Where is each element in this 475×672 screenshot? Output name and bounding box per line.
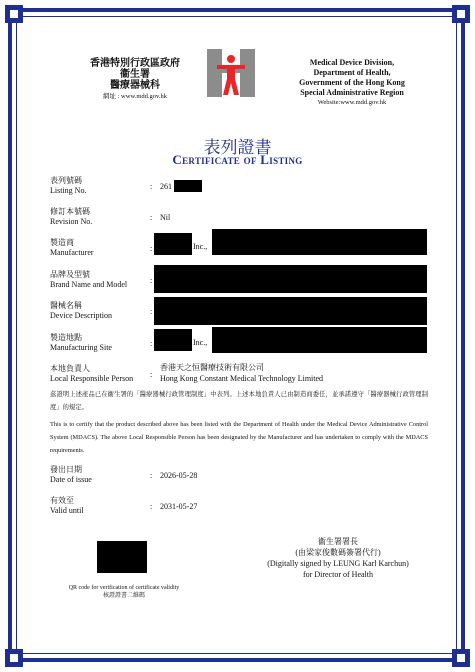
certificate-title-zh: 表列證書 bbox=[203, 138, 272, 157]
header-division-zh: 醫療器械科 bbox=[110, 80, 160, 91]
header-region-en: Special Administrative Region bbox=[300, 88, 404, 97]
brand-model-label bbox=[50, 270, 127, 290]
manufacturing-site-label bbox=[50, 333, 112, 353]
manufacturer-label-en: Manufacturer bbox=[50, 248, 94, 257]
revision-no-label bbox=[50, 207, 92, 227]
manufacturing-site-value: Inc., bbox=[193, 338, 208, 347]
revision-no-value: Nil bbox=[160, 213, 171, 222]
field-colon: : bbox=[150, 370, 153, 379]
brand-model-label-zh: 品牌及型號 bbox=[50, 270, 90, 279]
redaction-box bbox=[154, 297, 427, 325]
valid-until-value: 2031-05-27 bbox=[160, 502, 198, 511]
department-of-health-logo-icon bbox=[207, 49, 255, 97]
certification-statement-en: This is to certify that the product described above has been listed with the Department of Health under the Medical Device Administrative Control System (MDACS). The above Local Responsible Person has been designated by the Manufacturer and has undertaken to comply with the MDACS requirements. bbox=[50, 421, 428, 454]
listing-no-value: 261 bbox=[160, 182, 172, 191]
manufacturer-label-zh: 製造商 bbox=[50, 238, 74, 247]
date-of-issue-label-zh: 發出日期 bbox=[50, 465, 82, 474]
header-chinese-block bbox=[60, 58, 210, 102]
header-department-en: Department of Health, bbox=[313, 68, 391, 77]
header-division-en: Medical Device Division, bbox=[309, 58, 395, 67]
field-colon: : bbox=[150, 471, 153, 480]
signature-title-zh: 衞生署署長 bbox=[318, 537, 358, 546]
field-colon: : bbox=[150, 502, 153, 511]
field-colon: : bbox=[150, 307, 153, 316]
field-colon: : bbox=[150, 339, 153, 348]
device-description-label-zh: 醫械名稱 bbox=[50, 301, 82, 310]
revision-no-label-en: Revision No. bbox=[50, 217, 93, 226]
field-colon: : bbox=[150, 244, 153, 253]
listing-no-label-zh: 表列號碼 bbox=[50, 176, 82, 185]
header-government-en: Government of the Hong Kong bbox=[299, 78, 405, 87]
header-english-block bbox=[268, 58, 436, 108]
listing-no-label bbox=[50, 176, 86, 196]
revision-no-label-zh: 修訂本號碼 bbox=[50, 207, 90, 216]
date-of-issue-value: 2026-05-28 bbox=[160, 471, 198, 480]
signature-delegate-en: (Digitally signed by LEUNG Karl Karchun) bbox=[267, 559, 409, 568]
redaction-box bbox=[154, 265, 427, 293]
header-website-zh: 網址 : www.mdd.gov.hk bbox=[103, 93, 167, 100]
field-colon: : bbox=[150, 213, 153, 222]
corner-ornament bbox=[452, 5, 470, 23]
signature-block bbox=[258, 536, 418, 580]
valid-until-label-zh: 有效至 bbox=[50, 496, 74, 505]
corner-ornament bbox=[5, 649, 23, 667]
local-responsible-person-value bbox=[160, 362, 323, 384]
brand-model-label-en: Brand Name and Model bbox=[50, 280, 128, 289]
qr-caption bbox=[50, 584, 198, 600]
field-colon: : bbox=[150, 182, 153, 191]
date-of-issue-label bbox=[50, 465, 92, 485]
header-government-zh: 香港特別行政區政府 bbox=[90, 58, 180, 69]
certification-statement-zh: 茲證明上述產品已在衞生署的「醫療器械行政管理制度」中表列。上述本地負責人已由制造商委任，並承諾遵守「醫療器械行政管理制度」的規定。 bbox=[50, 391, 428, 411]
field-colon: : bbox=[150, 276, 153, 285]
qr-caption-en: QR code for verification of certificate validity bbox=[68, 585, 180, 591]
redaction-box bbox=[154, 329, 192, 351]
redaction-box bbox=[154, 233, 192, 255]
manufacturer-value: Inc., bbox=[193, 242, 208, 251]
valid-until-label-en: Valid until bbox=[50, 506, 84, 515]
valid-until-label bbox=[50, 496, 84, 516]
header-website-en: Website:www.mdd.gov.hk bbox=[317, 99, 387, 106]
manufacturing-site-label-zh: 製造地點 bbox=[50, 333, 82, 342]
listing-no-label-en: Listing No. bbox=[50, 186, 87, 195]
local-responsible-person-label-en: Local Responsible Person bbox=[50, 374, 134, 383]
device-description-label bbox=[50, 301, 112, 321]
redaction-box bbox=[212, 229, 427, 255]
local-responsible-person-value-en: Hong Kong Constant Medical Technology Limited bbox=[160, 374, 324, 383]
device-description-label-en: Device Description bbox=[50, 311, 112, 320]
redaction-box bbox=[174, 180, 202, 192]
qr-code-redacted bbox=[97, 541, 147, 573]
local-responsible-person-label bbox=[50, 364, 133, 384]
corner-ornament bbox=[5, 5, 23, 23]
local-responsible-person-value-zh: 香港天之恒醫療技術有限公司 bbox=[160, 363, 264, 372]
manufacturing-site-label-en: Manufacturing Site bbox=[50, 343, 112, 352]
header-department-zh: 衞生署 bbox=[120, 69, 150, 80]
signature-title-en: for Director of Health bbox=[303, 570, 373, 579]
local-responsible-person-label-zh: 本地負責人 bbox=[50, 364, 90, 373]
certificate-title-en: Certificate of Listing bbox=[172, 152, 303, 167]
corner-ornament bbox=[452, 649, 470, 667]
redaction-box bbox=[212, 327, 427, 353]
manufacturer-label bbox=[50, 238, 94, 258]
date-of-issue-label-en: Date of issue bbox=[50, 475, 92, 484]
signature-delegate-zh: (由梁家俊數碼簽署代行) bbox=[295, 548, 381, 557]
qr-caption-zh: 核證證書二維碼 bbox=[102, 593, 145, 599]
